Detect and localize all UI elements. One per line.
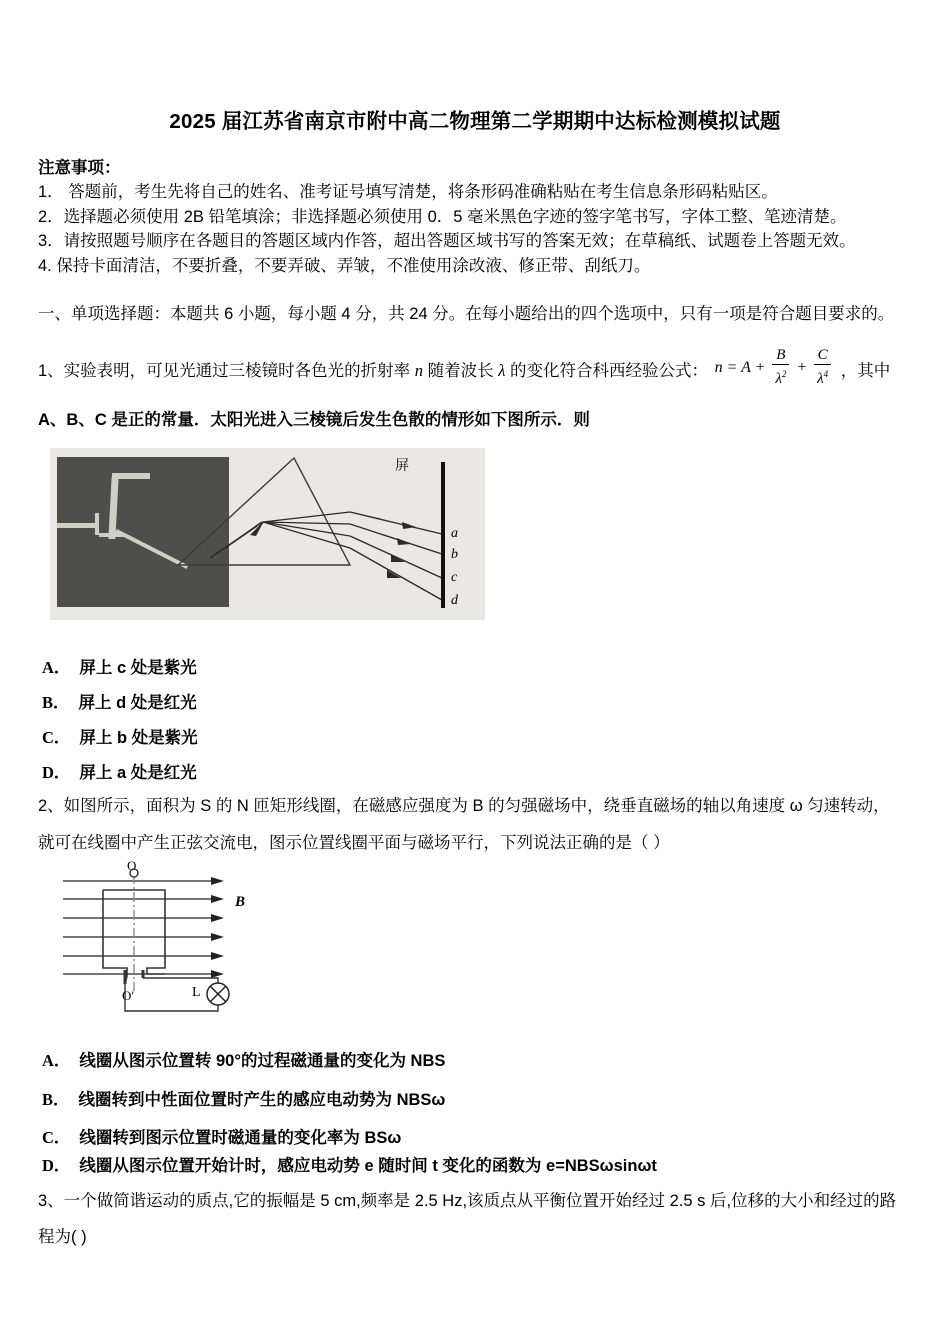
q1-option-b-label: B． xyxy=(42,693,70,712)
formula-den-b-exponent: 2 xyxy=(781,369,787,379)
question-1-option-b[interactable] xyxy=(42,689,197,713)
q1-option-b-text: 屏上 d 处是红光 xyxy=(78,694,197,712)
q2-option-d-label: D． xyxy=(42,1156,71,1175)
notice-item-2: 2．选择题必须使用 2B 铅笔填涂；非选择题必须使用 0．5 毫米黑色字迹的签字笔书写，字体工整、笔迹清楚。 xyxy=(38,207,847,226)
notice-item-1: 1． 答题前，考生先将自己的姓名、准考证号填写清楚，将条形码准确粘贴在考生信息条形码粘贴区。 xyxy=(38,183,778,201)
q1-option-c-text: 屏上 b 处是紫光 xyxy=(79,729,198,747)
magnetic-field-arrowheads xyxy=(211,877,224,978)
q2-option-b-text: 线圈转到中性面位置时产生的感应电动势为 NBSω xyxy=(78,1091,446,1109)
question-3-stem-line2: 程为( ) xyxy=(38,1228,87,1246)
notice-heading: 注意事项： xyxy=(38,159,121,177)
q2-option-c-label: C． xyxy=(42,1128,71,1147)
q2-option-d-text: 线圈从图示位置开始计时，感应电动势 e 随时间 t 变化的函数为 e=NBSωsinωt xyxy=(79,1157,657,1175)
emergent-ray-a xyxy=(350,512,442,534)
page-title: 2025 届江苏省南京市附中高二物理第二学期期中达标检测模拟试题 xyxy=(169,110,781,133)
question-1-stem-line2: A、B、C 是正的常量．太阳光进入三棱镜后发生色散的情形如下图所示．则 xyxy=(38,411,590,429)
formula-plus-2: + xyxy=(796,359,808,377)
formula-numerator-b: B xyxy=(776,347,786,363)
q1-option-a-label: A． xyxy=(42,658,71,677)
question-1-option-c[interactable] xyxy=(42,724,198,748)
q2-option-a-label: A． xyxy=(42,1051,71,1070)
question-1-stem xyxy=(38,347,938,391)
q1-var-lambda: λ xyxy=(498,360,506,380)
screen-point-b-label: b xyxy=(451,547,458,562)
formula-den-c-exponent: 4 xyxy=(823,369,829,379)
q1-option-c-label: C． xyxy=(42,728,71,747)
formula-plus-1: + xyxy=(754,359,766,377)
formula-lhs: n = xyxy=(714,359,738,377)
question-2-stem-line1: 2、如图所示，面积为 S 的 N 匝矩形线圈，在磁感应强度为 B 的匀强磁场中，绕垂直磁场的轴以角速度 ω 匀速转动， xyxy=(38,797,890,815)
notice-item-3: 3．请按照题号顺序在各题目的答题区域内作答，超出答题区域书写的答案无效；在草稿纸、试题卷上答题无效。 xyxy=(38,232,856,250)
magnetic-field-lines xyxy=(63,881,215,974)
formula-fraction-b xyxy=(772,348,789,387)
cauchy-formula xyxy=(715,349,835,388)
question-1-option-d[interactable] xyxy=(42,759,197,783)
q1-stem-mid: 随着波长 xyxy=(427,361,494,380)
screen-point-d-label: d xyxy=(451,593,458,608)
question-2-option-c[interactable] xyxy=(42,1124,401,1148)
q1-option-d-text: 屏上 a 处是红光 xyxy=(79,764,197,782)
axis-top-label: O xyxy=(127,858,137,873)
formula-term-a: A xyxy=(741,359,751,377)
formula-den-b-base: λ xyxy=(775,371,782,387)
axis-bottom-label: O′ xyxy=(122,988,135,1003)
notice-item-4: 4. 保持卡面清洁，不要折叠，不要弄破、弄皱，不准使用涂改液、修正带、刮纸刀。 xyxy=(38,256,651,275)
question-2-option-b[interactable] xyxy=(42,1086,445,1110)
section-heading-single-choice: 一、单项选择题：本题共 6 小题，每小题 4 分，共 24 分。在每小题给出的四个选项中，只有一项是符合题目要求的。 xyxy=(38,305,895,323)
formula-denominator-c xyxy=(814,364,831,387)
q1-option-d-label: D． xyxy=(42,763,71,782)
incident-ray-extension xyxy=(210,526,257,558)
emergent-ray-d xyxy=(350,548,442,600)
q1-stem-post: 的变化符合科西经验公式： xyxy=(509,361,708,380)
external-circuit-wire xyxy=(125,978,218,1011)
screen-label: 屏 xyxy=(395,457,409,473)
formula-fraction-c xyxy=(814,348,831,387)
question-1-option-a[interactable] xyxy=(42,654,197,678)
emergent-ray-d-arrow xyxy=(387,570,401,578)
internal-ray-d xyxy=(263,522,350,548)
formula-numerator-c: C xyxy=(817,347,828,363)
emergent-ray-c xyxy=(350,536,442,578)
formula-den-c-base: λ xyxy=(817,371,824,387)
question-3-stem-line1: 3、一个做简谐运动的质点,它的振幅是 5 cm,频率是 2.5 Hz,该质点从平衡位置开始经过 2.5 s 后,位移的大小和经过的路 xyxy=(38,1192,897,1210)
question-2-stem-line2: 就可在线圈中产生正弦交流电，图示位置线圈平面与磁场平行，下列说法正确的是（ ） xyxy=(38,834,670,852)
prism-ray-diagram xyxy=(50,448,485,620)
field-label-b: B xyxy=(235,894,246,910)
screen-point-a-label: a xyxy=(451,526,458,541)
q1-stem-tail: ，其中 xyxy=(840,361,891,380)
emergent-ray-b-arrow xyxy=(397,538,411,545)
q2-option-c-text: 线圈转到图示位置时磁通量的变化率为 BSω xyxy=(79,1129,402,1147)
rotating-coil-diagram xyxy=(55,866,290,1021)
q2-option-b-label: B． xyxy=(42,1090,70,1109)
emergent-ray-b xyxy=(350,524,442,554)
q1-stem-pre: 1、实验表明，可见光通过三棱镜时各色光的折射率 xyxy=(38,361,411,380)
notice-block xyxy=(38,156,918,278)
q1-option-a-text: 屏上 c 处是紫光 xyxy=(79,659,197,677)
q1-var-n: n xyxy=(414,360,424,380)
figure-prism-dispersion xyxy=(50,448,485,620)
figure-rotating-coil xyxy=(55,858,290,1021)
formula-denominator-b xyxy=(772,364,789,387)
internal-ray-a xyxy=(263,512,350,522)
question-2-option-d[interactable] xyxy=(42,1152,657,1176)
q2-option-a-text: 线圈从图示位置转 90°的过程磁通量的变化为 NBS xyxy=(79,1052,446,1070)
lamp-label-l: L xyxy=(192,985,201,1000)
screen-point-c-label: c xyxy=(451,570,458,585)
prism-triangle xyxy=(178,458,350,565)
question-2-option-a[interactable] xyxy=(42,1047,445,1071)
